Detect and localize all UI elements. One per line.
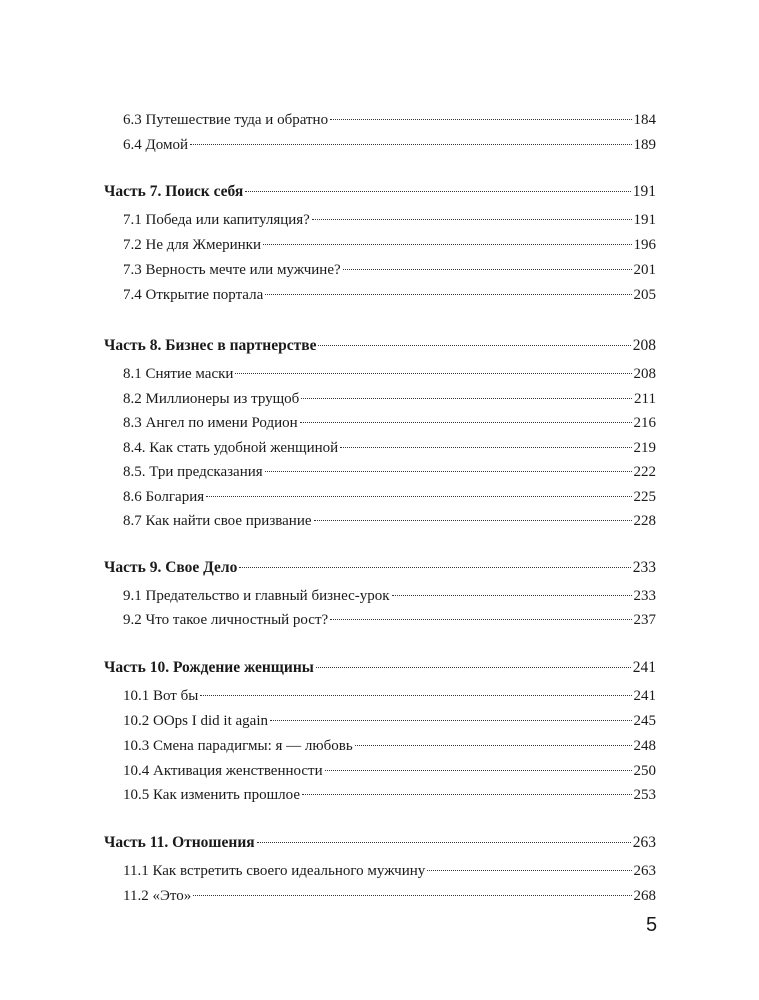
toc-entry-page: 211 xyxy=(634,391,656,407)
dot-leader xyxy=(257,841,631,843)
toc-entry-label: 6.3 Путешествие туда и обратно xyxy=(123,112,329,128)
toc-entry-11-2[interactable] xyxy=(123,886,656,906)
dot-leader xyxy=(314,519,632,521)
toc-entry-9-2[interactable] xyxy=(123,610,656,630)
dot-leader xyxy=(355,744,632,746)
toc-entry-label: 8.4. Как стать удобной женщиной xyxy=(123,440,339,456)
dot-leader xyxy=(330,618,631,620)
toc-entry-page: 233 xyxy=(633,588,656,604)
toc-entry-page: 248 xyxy=(633,738,656,754)
toc-entry-page: 208 xyxy=(633,366,656,382)
toc-entry-label: 8.7 Как найти свое призвание xyxy=(123,513,312,529)
toc-entry-10-5[interactable] xyxy=(123,785,656,805)
dot-leader xyxy=(330,118,631,120)
toc-entry-8-3[interactable] xyxy=(123,413,656,433)
toc-entry-page: 268 xyxy=(633,888,656,904)
toc-entry-6-4[interactable] xyxy=(123,135,656,155)
dot-leader xyxy=(325,769,632,771)
toc-entry-7-2[interactable] xyxy=(123,235,656,255)
dot-leader xyxy=(392,594,632,596)
toc-part-label: Часть 9. Свое Дело xyxy=(104,559,238,576)
toc-part-9[interactable] xyxy=(104,558,656,578)
dot-leader xyxy=(190,143,632,145)
toc-entry-page: 250 xyxy=(633,763,656,779)
toc-entry-6-3[interactable] xyxy=(123,110,656,130)
toc-entry-page: 191 xyxy=(632,183,656,200)
toc-entry-label: 10.1 Вот бы xyxy=(123,688,199,704)
toc-entry-8-4[interactable] xyxy=(123,438,656,458)
toc-entry-page: 237 xyxy=(633,612,656,628)
dot-leader xyxy=(206,495,631,497)
dot-leader xyxy=(302,793,632,795)
toc-entry-label: 7.3 Верность мечте или мужчине? xyxy=(123,262,341,278)
toc-entry-10-4[interactable] xyxy=(123,761,656,781)
toc-entry-page: 208 xyxy=(632,337,656,354)
toc-entry-page: 184 xyxy=(633,112,656,128)
toc-part-11[interactable] xyxy=(104,833,656,853)
toc-entry-page: 201 xyxy=(633,262,656,278)
dot-leader xyxy=(200,694,631,696)
toc-entry-page: 233 xyxy=(632,559,656,576)
dot-leader xyxy=(301,397,632,399)
toc-entry-8-5[interactable] xyxy=(123,462,656,482)
toc-entry-page: 263 xyxy=(632,834,656,851)
toc-entry-10-2[interactable] xyxy=(123,711,656,731)
toc-entry-8-6[interactable] xyxy=(123,487,656,507)
toc-entry-label: 7.1 Победа или капитуляция? xyxy=(123,212,310,228)
toc-entry-page: 189 xyxy=(633,137,656,153)
dot-leader xyxy=(239,566,630,568)
toc-entry-10-3[interactable] xyxy=(123,736,656,756)
toc-entry-label: 11.1 Как встретить своего идеального мужчину xyxy=(123,863,426,879)
dot-leader xyxy=(312,218,632,220)
toc-entry-page: 253 xyxy=(633,787,656,803)
toc-entry-page: 241 xyxy=(632,659,656,676)
toc-part-label: Часть 8. Бизнес в партнерстве xyxy=(104,337,317,354)
dot-leader xyxy=(427,869,631,871)
toc-entry-label: 9.2 Что такое личностный рост? xyxy=(123,612,329,628)
toc-entry-label: 8.2 Миллионеры из трущоб xyxy=(123,391,300,407)
toc-entry-7-1[interactable] xyxy=(123,210,656,230)
toc-entry-7-4[interactable] xyxy=(123,285,656,305)
toc-entry-page: 225 xyxy=(633,489,656,505)
toc-entry-label: 11.2 «Это» xyxy=(123,888,192,904)
toc-entry-label: 10.5 Как изменить прошлое xyxy=(123,787,300,803)
dot-leader xyxy=(270,719,632,721)
dot-leader xyxy=(245,190,630,192)
toc-entry-9-1[interactable] xyxy=(123,586,656,606)
page-number: 5 xyxy=(646,914,658,936)
toc-entry-label: 10.2 OOps I did it again xyxy=(123,713,268,729)
toc-entry-page: 196 xyxy=(633,237,656,253)
toc-entry-label: 7.4 Открытие портала xyxy=(123,287,264,303)
toc-entry-page: 191 xyxy=(633,212,656,228)
toc-part-10[interactable] xyxy=(104,658,656,678)
toc-entry-label: 8.6 Болгария xyxy=(123,489,205,505)
toc-entry-page: 228 xyxy=(633,513,656,529)
dot-leader xyxy=(265,470,632,472)
toc-entry-label: 10.4 Активация женственности xyxy=(123,763,323,779)
toc-entry-label: 8.3 Ангел по имени Родион xyxy=(123,415,298,431)
toc-entry-page: 245 xyxy=(633,713,656,729)
dot-leader xyxy=(318,344,630,346)
dot-leader xyxy=(235,372,631,374)
toc-entry-page: 219 xyxy=(633,440,656,456)
dot-leader xyxy=(316,666,631,668)
toc-part-label: Часть 10. Рождение женщины xyxy=(104,659,314,676)
toc-entry-label: 8.1 Снятие маски xyxy=(123,366,234,382)
toc-entry-page: 263 xyxy=(633,863,656,879)
toc-entry-10-1[interactable] xyxy=(123,686,656,706)
toc-entry-label: 7.2 Не для Жмеринки xyxy=(123,237,261,253)
toc-part-label: Часть 7. Поиск себя xyxy=(104,183,244,200)
toc-entry-8-1[interactable] xyxy=(123,364,656,384)
toc-entry-page: 241 xyxy=(633,688,656,704)
dot-leader xyxy=(340,446,631,448)
toc-entry-label: 6.4 Домой xyxy=(123,137,188,153)
toc-entry-page: 216 xyxy=(633,415,656,431)
toc-part-label: Часть 11. Отношения xyxy=(104,834,255,851)
toc-entry-page: 205 xyxy=(633,287,656,303)
toc-part-7[interactable] xyxy=(104,182,656,202)
toc-entry-page: 222 xyxy=(633,464,656,480)
toc-entry-label: 8.5. Три предсказания xyxy=(123,464,263,480)
toc-entry-8-2[interactable] xyxy=(123,389,656,409)
dot-leader xyxy=(343,268,632,270)
toc-entry-7-3[interactable] xyxy=(123,260,656,280)
toc-entry-label: 10.3 Смена парадигмы: я — любовь xyxy=(123,738,353,754)
toc-entry-11-1[interactable] xyxy=(123,861,656,881)
dot-leader xyxy=(193,894,631,896)
dot-leader xyxy=(300,421,632,423)
toc-part-8[interactable] xyxy=(104,336,656,356)
toc-entry-8-7[interactable] xyxy=(123,511,656,531)
toc-entry-label: 9.1 Предательство и главный бизнес-урок xyxy=(123,588,390,604)
dot-leader xyxy=(263,243,632,245)
dot-leader xyxy=(265,293,631,295)
